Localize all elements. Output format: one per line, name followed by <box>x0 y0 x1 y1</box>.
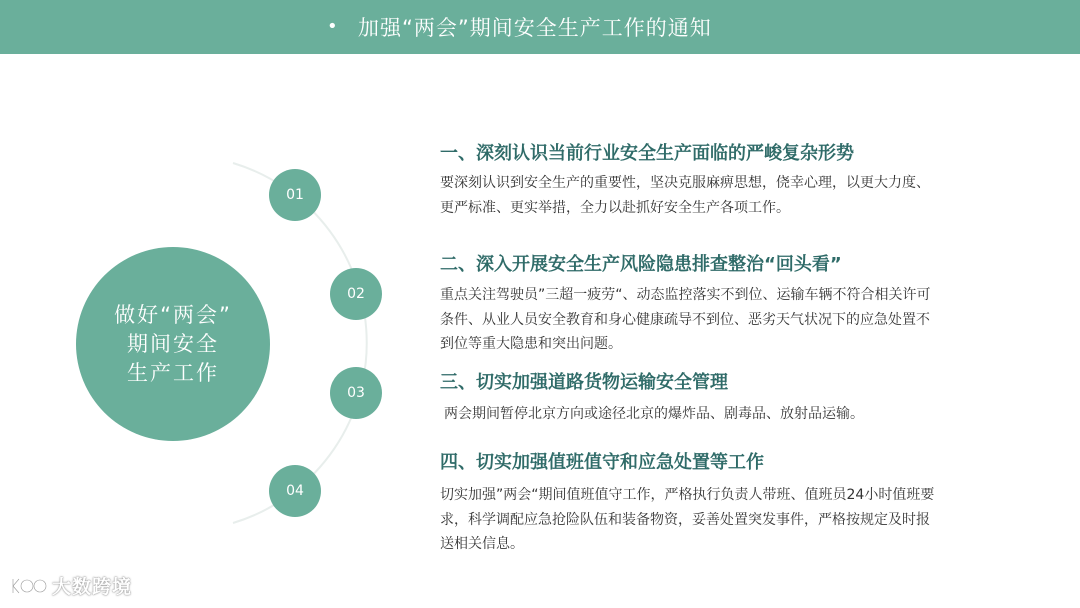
body-line: 送相关信息。 <box>440 536 524 552</box>
body-line: 重点关注驾驶员”三超一疲劳“、动态监控落实不到位、运输车辆不符合相关许可 <box>440 287 931 303</box>
body-line: 到位等重大隐患和突出问题。 <box>440 336 622 352</box>
number-badge-01: 01 <box>269 169 321 221</box>
watermark-text: 大数跨境 <box>52 576 133 598</box>
section-heading-4: 四、切实加强值班值守和应急处置等工作 <box>440 452 764 473</box>
body-line: 两会期间暂停北京方向或途径北京的爆炸品、剧毒品、放射品运输。 <box>444 406 864 422</box>
section-heading-1: 一、深刻认识当前行业安全生产面临的严峻复杂形势 <box>440 143 854 164</box>
section-body-4 <box>440 483 1000 557</box>
body-line: 更严标准、更实举措，全力以赴抓好安全生产各项工作。 <box>440 199 790 216</box>
section-body-2 <box>440 283 1000 357</box>
page-title: 加强“两会”期间安全生产工作的通知 <box>358 16 712 40</box>
watermark-logo-icon <box>10 573 48 599</box>
body-line: 求，科学调配应急抢险队伍和装备物资，妥善处置突发事件，严格按规定及时报 <box>440 511 930 528</box>
body-line: 切实加强”两会“期间值班值守工作，严格执行负责人带班、值班员24小时值班要 <box>440 487 935 503</box>
center-circle <box>76 247 270 441</box>
center-line: 生产工作 <box>127 360 219 385</box>
section-body-1 <box>440 171 1000 220</box>
section-heading-2: 二、深入开展安全生产风险隐患排查整治“回头看” <box>440 254 842 275</box>
body-line: 条件、从业人员安全教育和身心健康疏导不到位、恶劣天气状况下的应急处置不 <box>440 311 930 328</box>
number-badge-03: 03 <box>330 367 382 419</box>
body-line: 要深刻认识到安全生产的重要性，坚决克服麻痹思想，侥幸心理，以更大力度、 <box>440 175 930 191</box>
center-line: 做好“两会” <box>114 302 232 327</box>
title-bullet: • <box>327 16 338 37</box>
watermark <box>10 572 132 599</box>
center-line: 期间安全 <box>127 331 219 356</box>
section-body-3 <box>444 402 1004 427</box>
number-badge-04: 04 <box>269 465 321 517</box>
number-badge-02: 02 <box>330 268 382 320</box>
section-heading-3: 三、切实加强道路货物运输安全管理 <box>440 372 728 393</box>
